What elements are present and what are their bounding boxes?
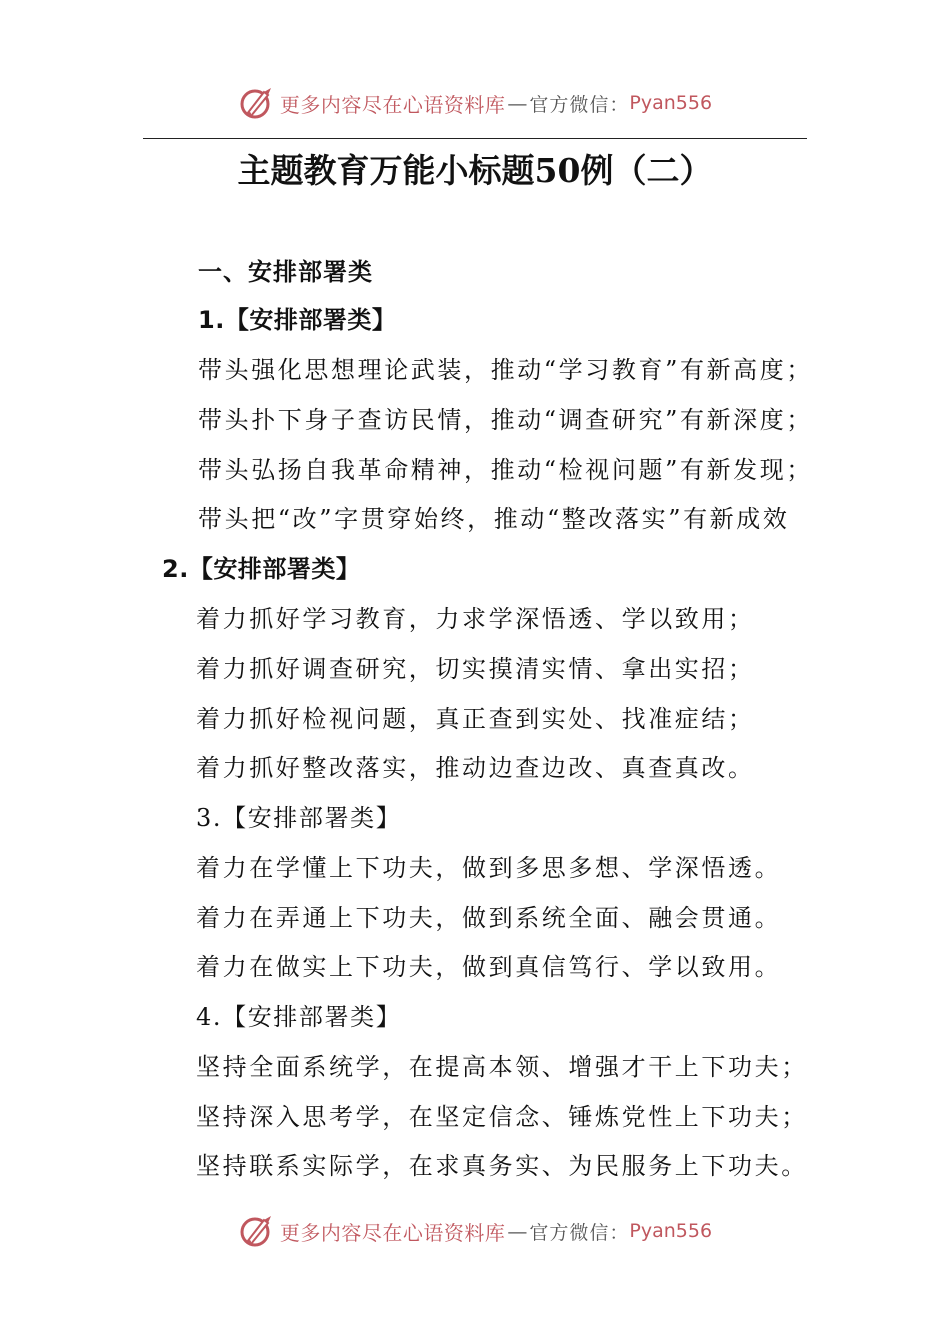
item-1-line-1: 带头强化思想理论武装，推动“学习教育”有新高度； — [198, 356, 813, 384]
item-1-line-3: 带头弘扬自我革命精神，推动“检视问题”有新发现； — [198, 456, 813, 484]
item-2-label: 2.【安排部署类】 — [162, 555, 361, 583]
item-2-line-3: 着力抓好检视问题，真正查到实处、找准症结； — [196, 705, 755, 733]
banner-text: 更多内容尽在心语资料库 — [279, 1220, 506, 1245]
item-1-label: 1.【安排部署类】 — [198, 306, 397, 334]
section-heading: 一、安排部署类 — [198, 258, 373, 286]
item-1-line-2: 带头扑下身子查访民情，推动“调查研究”有新深度； — [198, 406, 813, 434]
item-2-line-1: 着力抓好学习教育，力求学深悟透、学以致用； — [196, 605, 755, 633]
item-4-label: 4.【安排部署类】 — [196, 1003, 402, 1031]
item-1-line-4: 带头把“改”字贯穿始终，推动“整改落实”有新成效 — [198, 505, 790, 533]
footer-banner — [0, 1208, 950, 1254]
item-2-line-2: 着力抓好调查研究，切实摸清实情、拿出实招； — [196, 655, 755, 683]
header-banner — [0, 80, 950, 126]
item-3-line-2: 着力在弄通上下功夫，做到系统全面、融会贯通。 — [196, 904, 782, 932]
item-3-line-1: 着力在学懂上下功夫，做到多思多想、学深悟透。 — [196, 854, 782, 882]
page-title: 主题教育万能小标题50例（二） — [237, 151, 713, 190]
quill-pen-logo-icon — [238, 1213, 274, 1249]
header-divider — [143, 138, 807, 139]
banner-text: 更多内容尽在心语资料库 — [279, 92, 506, 117]
item-2-line-4: 着力抓好整改落实，推动边查边改、真查真改。 — [196, 754, 755, 782]
banner-separator: — — [507, 1219, 528, 1243]
banner-label: 官方微信： — [529, 93, 630, 116]
item-4-line-2: 坚持深入思考学，在坚定信念、锤炼党性上下功夫； — [196, 1103, 808, 1131]
quill-pen-logo-icon — [238, 85, 274, 121]
banner-label: 官方微信： — [529, 1221, 630, 1244]
banner-wechat-id: Pyan556 — [629, 92, 713, 114]
item-3-line-3: 着力在做实上下功夫，做到真信笃行、学以致用。 — [196, 953, 782, 981]
item-4-line-3: 坚持联系实际学，在求真务实、为民服务上下功夫。 — [196, 1152, 808, 1180]
banner-separator: — — [507, 91, 528, 115]
banner-wechat-id: Pyan556 — [629, 1220, 713, 1242]
item-3-label: 3.【安排部署类】 — [196, 804, 402, 832]
item-4-line-1: 坚持全面系统学，在提高本领、增强才干上下功夫； — [196, 1053, 808, 1081]
